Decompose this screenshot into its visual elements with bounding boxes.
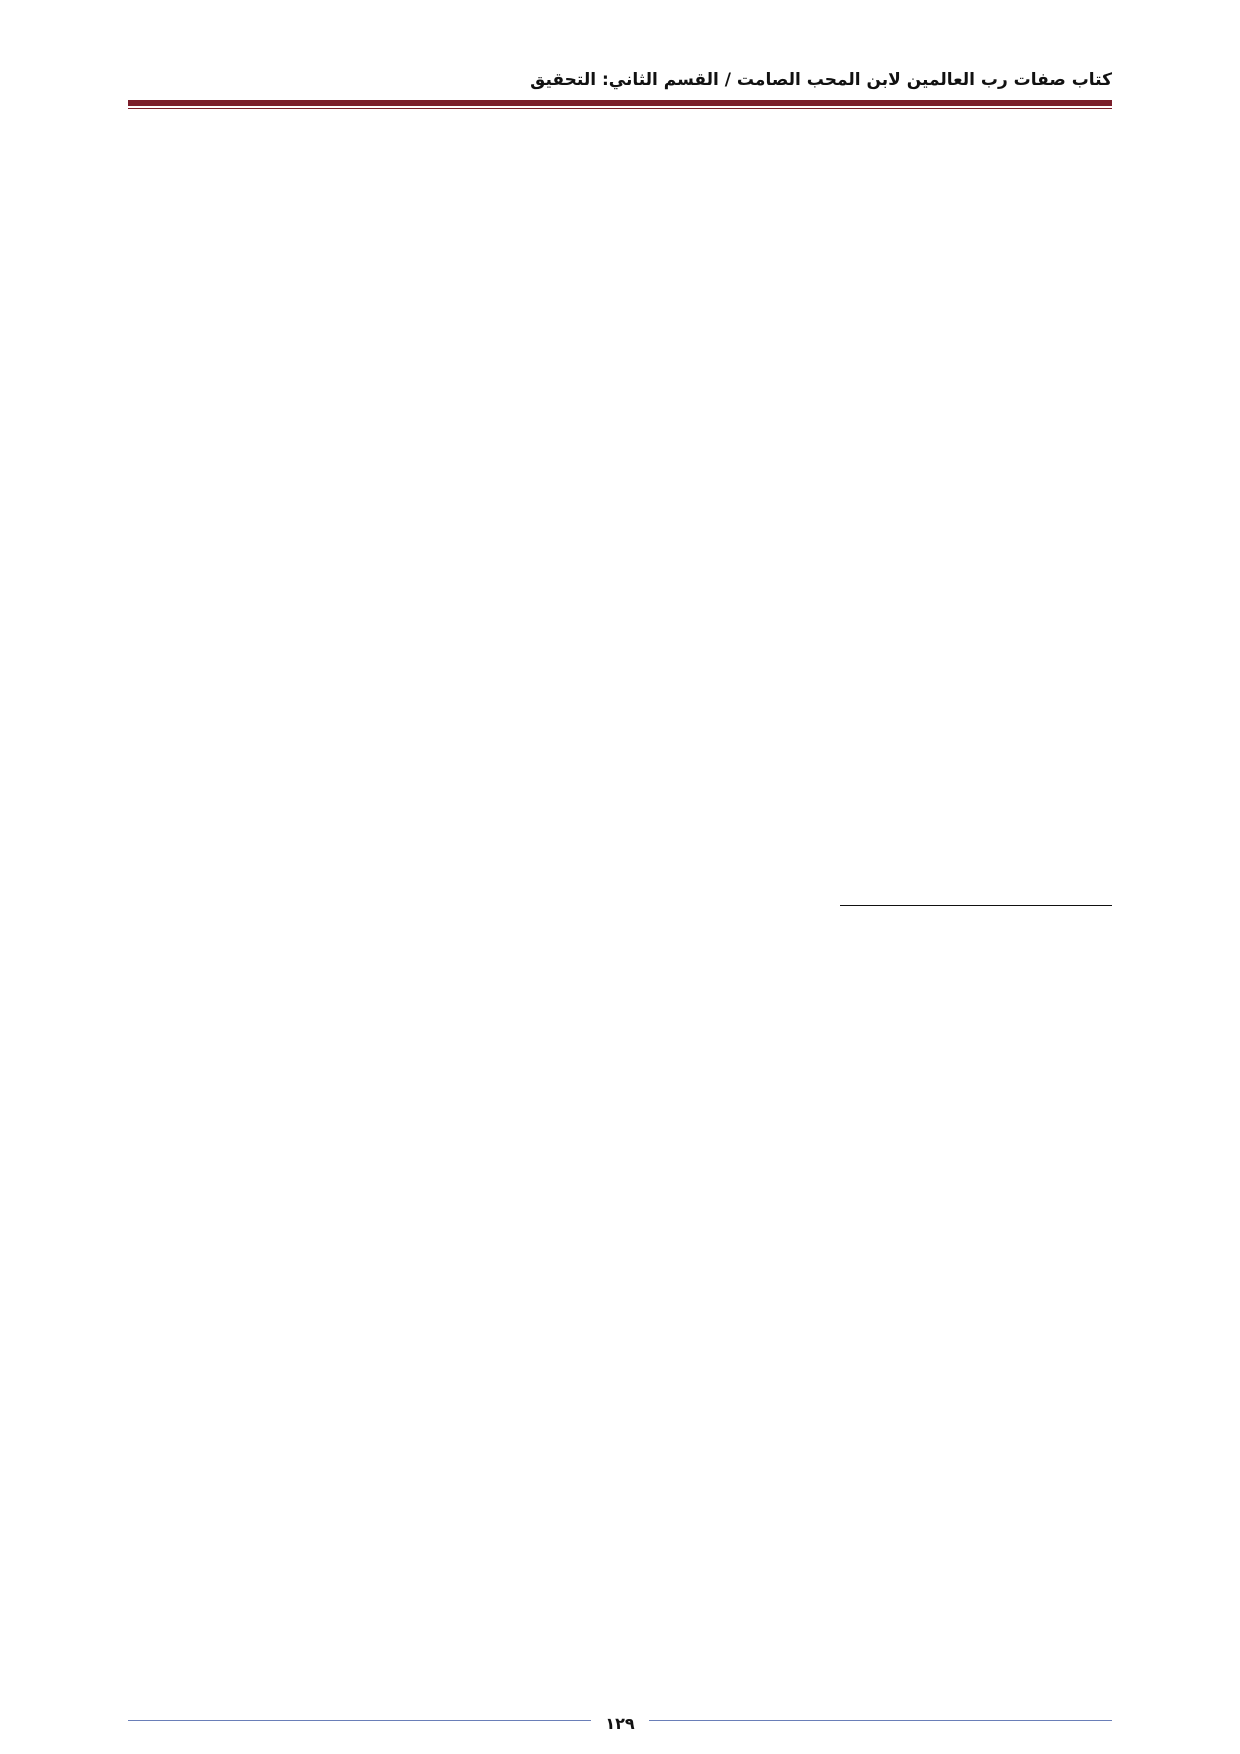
header-rule xyxy=(128,100,1112,106)
footnotes xyxy=(128,918,1112,924)
page-header xyxy=(128,66,1112,100)
header-rule-thin xyxy=(128,108,1112,109)
book-title: كتاب صفات رب العالمين لابن المحب الصامت / القسم الثاني: التحقيق xyxy=(530,70,1112,90)
footnote-separator xyxy=(840,905,1112,906)
page-number xyxy=(0,1714,1240,1733)
main-text xyxy=(128,150,1112,173)
page-number-label: ١٢٩ xyxy=(591,1714,648,1733)
